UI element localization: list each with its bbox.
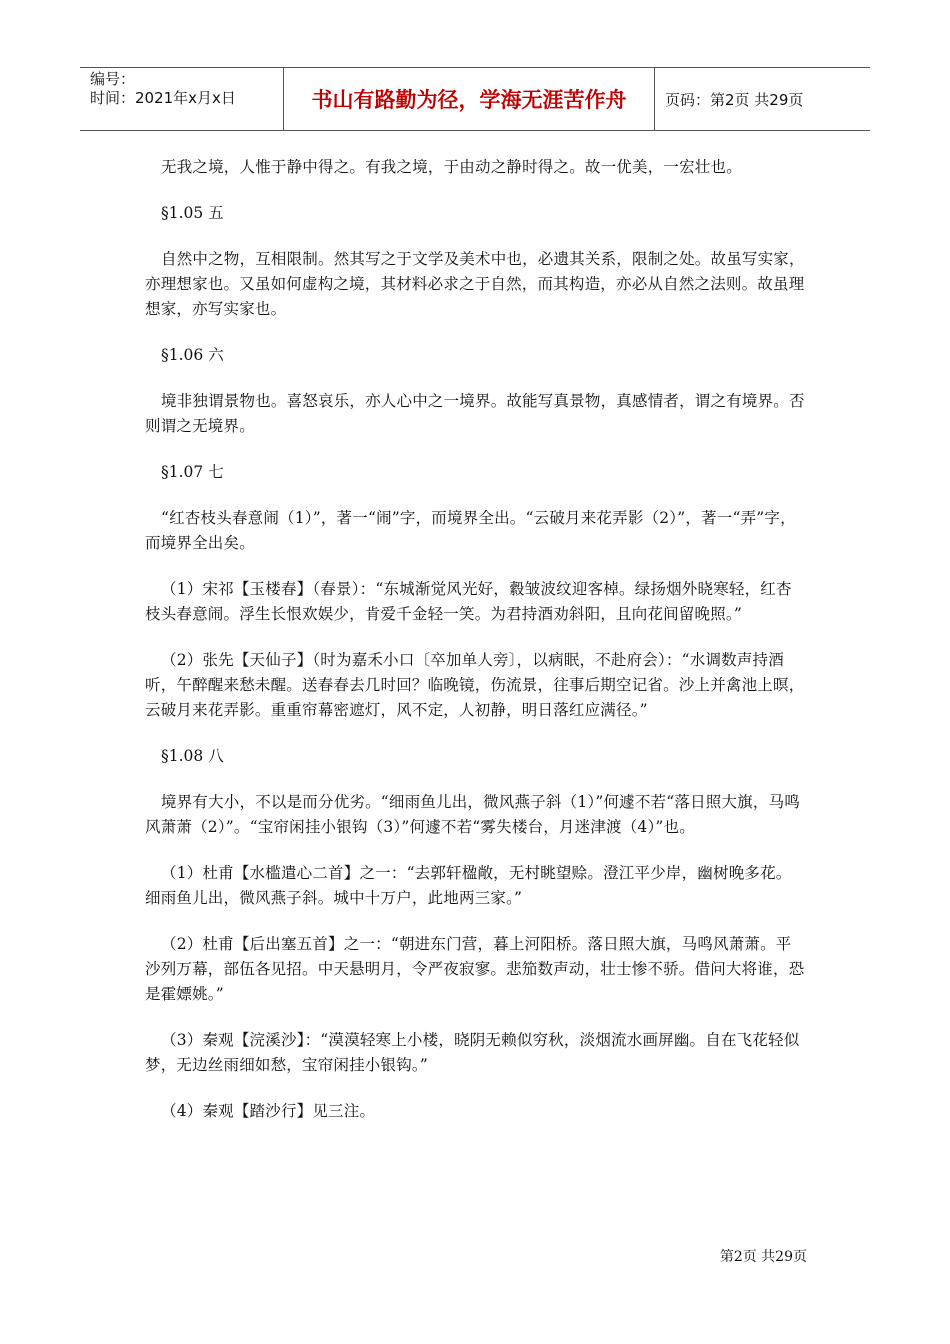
footnote: （1）杜甫【水槛遣心二首】之一：“去郭轩楹敞，无村眺望赊。澄江平少岸，幽树晚多花。细雨鱼儿出，微风燕子斜。城中十万户，此地两三家。” (145, 864, 792, 907)
header-motto: 书山有路勤为径，学海无涯苦作舟 (283, 68, 655, 130)
paragraph: 境非独谓景物也。喜怒哀乐，亦人心中之一境界。故能写真景物，真感情者，谓之有境界。否则谓之无境界。 (145, 392, 805, 435)
footnote: （2）杜甫【后出塞五首】之一：“朝进东门营，暮上河阳桥。落日照大旗，马鸣风萧萧。平沙列万幕，部伍各见招。中天悬明月，令严夜寂寥。悲笳数声动，壮士惨不骄。借问大将谁，恐是霍嫖姚。” (145, 935, 805, 1003)
paragraph: 境界有大小，不以是而分优劣。“细雨鱼儿出，微风燕子斜（1）”何遽不若“落日照大旗，马鸣风萧萧（2）”。“宝帘闲挂小银钩（3）”何遽不若“雾失楼台，月迷津渡（4）”也。 (145, 793, 800, 836)
footnote: （2）张先【天仙子】（时为嘉禾小口〔卒加单人旁〕，以病眠，不赴府会）：“水调数声持酒听，午醉醒来愁未醒。送春春去几时回？临晚镜，伤流景，往事后期空记省。沙上并禽池上暝，云破月来花弄影。重重帘幕密遮灯，风不定，人初静，明日落红应满径。” (145, 651, 805, 719)
footnote: （3）秦观【浣溪沙】：“漠漠轻寒上小楼，晓阴无赖似穷秋，淡烟流水画屏幽。自在飞花轻似梦，无边丝雨细如愁，宝帘闲挂小银钩。” (145, 1031, 800, 1074)
section-heading: §1.05 五 (161, 204, 224, 222)
header-meta (80, 68, 283, 130)
paragraph: 无我之境，人惟于静中得之。有我之境，于由动之静时得之。故一优美，一宏壮也。 (161, 158, 742, 176)
paragraph: “红杏枝头春意闹（1）”，著一“闹”字，而境界全出。“云破月来花弄影（2）”，著一“弄”字，而境界全出矣。 (145, 509, 796, 552)
page-footer: 第2页 共29页 (719, 1249, 807, 1265)
paragraph: 自然中之物，互相限制。然其写之于文学及美术中也，必遗其关系，限制之处。故虽写实家，亦理想家也。又虽如何虚构之境，其材料必求之于自然，而其构造，亦必从自然之法则。故虽理想家，亦写实家也。 (145, 250, 805, 318)
header-page-number: 页码：第2页 共29页 (665, 90, 804, 109)
section-heading: §1.06 六 (161, 346, 224, 364)
section-heading: §1.07 七 (161, 463, 224, 481)
footnote: （4）秦观【踏沙行】见三注。 (161, 1102, 376, 1120)
document-time-label: 时间：2021年x月x日 (90, 89, 236, 107)
document-number-label: 编号： (90, 70, 136, 88)
document-body (145, 155, 805, 1145)
page-header (80, 67, 870, 131)
footnote: （1）宋祁【玉楼春】（春景）：“东城渐觉风光好，縠皱波纹迎客棹。绿扬烟外晓寒轻，红杏枝头春意闹。浮生长恨欢娱少，肯爱千金轻一笑。为君持酒劝斜阳，且向花间留晚照。” (145, 580, 792, 623)
section-heading: §1.08 八 (161, 747, 224, 765)
